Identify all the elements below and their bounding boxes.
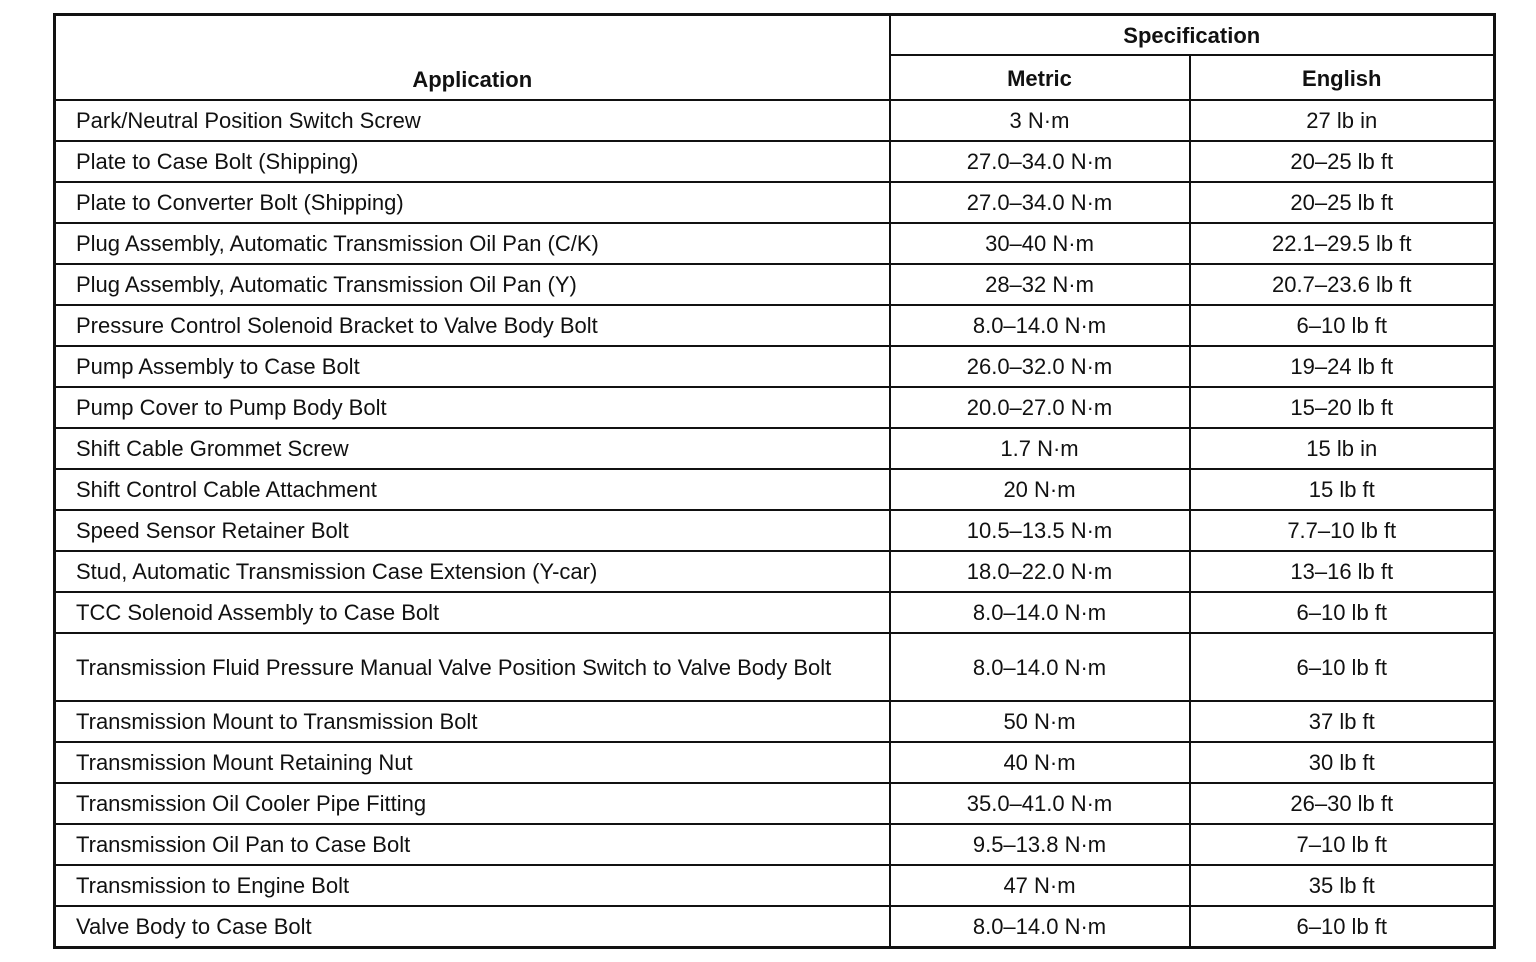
table-row xyxy=(55,633,1495,701)
table-row xyxy=(55,100,1495,141)
metric-cell: 18.0–22.0 N·m xyxy=(890,551,1190,592)
application-cell: Transmission Mount to Transmission Bolt xyxy=(55,701,890,742)
english-cell: 30 lb ft xyxy=(1190,742,1495,783)
table-row xyxy=(55,428,1495,469)
table-row xyxy=(55,742,1495,783)
english-cell: 35 lb ft xyxy=(1190,865,1495,906)
application-cell: Stud, Automatic Transmission Case Extension (Y-car) xyxy=(55,551,890,592)
application-cell: Transmission Oil Pan to Case Bolt xyxy=(55,824,890,865)
english-cell: 22.1–29.5 lb ft xyxy=(1190,223,1495,264)
metric-cell: 8.0–14.0 N·m xyxy=(890,633,1190,701)
metric-cell: 3 N·m xyxy=(890,100,1190,141)
metric-cell: 26.0–32.0 N·m xyxy=(890,346,1190,387)
english-cell: 7–10 lb ft xyxy=(1190,824,1495,865)
table-row xyxy=(55,783,1495,824)
application-cell: Plate to Converter Bolt (Shipping) xyxy=(55,182,890,223)
application-cell: Shift Control Cable Attachment xyxy=(55,469,890,510)
metric-cell: 10.5–13.5 N·m xyxy=(890,510,1190,551)
english-cell: 6–10 lb ft xyxy=(1190,633,1495,701)
english-cell: 20–25 lb ft xyxy=(1190,182,1495,223)
application-cell: Plate to Case Bolt (Shipping) xyxy=(55,141,890,182)
english-cell: 27 lb in xyxy=(1190,100,1495,141)
table-row xyxy=(55,305,1495,346)
application-cell: TCC Solenoid Assembly to Case Bolt xyxy=(55,592,890,633)
application-cell: Pump Assembly to Case Bolt xyxy=(55,346,890,387)
metric-cell: 50 N·m xyxy=(890,701,1190,742)
english-cell: 15–20 lb ft xyxy=(1190,387,1495,428)
table-row xyxy=(55,182,1495,223)
table-row xyxy=(55,865,1495,906)
specification-column-header: Specification xyxy=(890,15,1495,56)
table-row xyxy=(55,824,1495,865)
application-cell: Transmission Oil Cooler Pipe Fitting xyxy=(55,783,890,824)
header-row-top xyxy=(55,15,1495,56)
metric-column-header: Metric xyxy=(890,55,1190,100)
table-row xyxy=(55,701,1495,742)
metric-cell: 20 N·m xyxy=(890,469,1190,510)
english-cell: 19–24 lb ft xyxy=(1190,346,1495,387)
metric-cell: 40 N·m xyxy=(890,742,1190,783)
english-cell: 7.7–10 lb ft xyxy=(1190,510,1495,551)
application-cell: Plug Assembly, Automatic Transmission Oil Pan (C/K) xyxy=(55,223,890,264)
table-row xyxy=(55,906,1495,948)
english-column-header: English xyxy=(1190,55,1495,100)
english-cell: 6–10 lb ft xyxy=(1190,305,1495,346)
application-cell: Transmission Fluid Pressure Manual Valve Position Switch to Valve Body Bolt xyxy=(55,633,890,701)
application-cell: Park/Neutral Position Switch Screw xyxy=(55,100,890,141)
application-cell: Valve Body to Case Bolt xyxy=(55,906,890,948)
metric-cell: 27.0–34.0 N·m xyxy=(890,141,1190,182)
table-row xyxy=(55,264,1495,305)
english-cell: 20–25 lb ft xyxy=(1190,141,1495,182)
metric-cell: 20.0–27.0 N·m xyxy=(890,387,1190,428)
metric-cell: 27.0–34.0 N·m xyxy=(890,182,1190,223)
english-cell: 6–10 lb ft xyxy=(1190,592,1495,633)
metric-cell: 28–32 N·m xyxy=(890,264,1190,305)
metric-cell: 8.0–14.0 N·m xyxy=(890,592,1190,633)
english-cell: 26–30 lb ft xyxy=(1190,783,1495,824)
application-cell: Plug Assembly, Automatic Transmission Oil Pan (Y) xyxy=(55,264,890,305)
english-cell: 15 lb ft xyxy=(1190,469,1495,510)
english-cell: 13–16 lb ft xyxy=(1190,551,1495,592)
metric-cell: 9.5–13.8 N·m xyxy=(890,824,1190,865)
metric-cell: 30–40 N·m xyxy=(890,223,1190,264)
english-cell: 20.7–23.6 lb ft xyxy=(1190,264,1495,305)
application-cell: Transmission Mount Retaining Nut xyxy=(55,742,890,783)
application-cell: Transmission to Engine Bolt xyxy=(55,865,890,906)
torque-specification-table xyxy=(53,13,1496,949)
table-row xyxy=(55,469,1495,510)
table-row xyxy=(55,592,1495,633)
application-cell: Pump Cover to Pump Body Bolt xyxy=(55,387,890,428)
english-cell: 15 lb in xyxy=(1190,428,1495,469)
application-column-header: Application xyxy=(55,15,890,101)
metric-cell: 1.7 N·m xyxy=(890,428,1190,469)
application-cell: Pressure Control Solenoid Bracket to Valve Body Bolt xyxy=(55,305,890,346)
table-row xyxy=(55,510,1495,551)
application-cell: Speed Sensor Retainer Bolt xyxy=(55,510,890,551)
english-cell: 6–10 lb ft xyxy=(1190,906,1495,948)
table-row xyxy=(55,141,1495,182)
metric-cell: 35.0–41.0 N·m xyxy=(890,783,1190,824)
metric-cell: 8.0–14.0 N·m xyxy=(890,305,1190,346)
table-row xyxy=(55,387,1495,428)
metric-cell: 8.0–14.0 N·m xyxy=(890,906,1190,948)
english-cell: 37 lb ft xyxy=(1190,701,1495,742)
application-cell: Shift Cable Grommet Screw xyxy=(55,428,890,469)
metric-cell: 47 N·m xyxy=(890,865,1190,906)
table-row xyxy=(55,346,1495,387)
table-row xyxy=(55,551,1495,592)
table-row xyxy=(55,223,1495,264)
